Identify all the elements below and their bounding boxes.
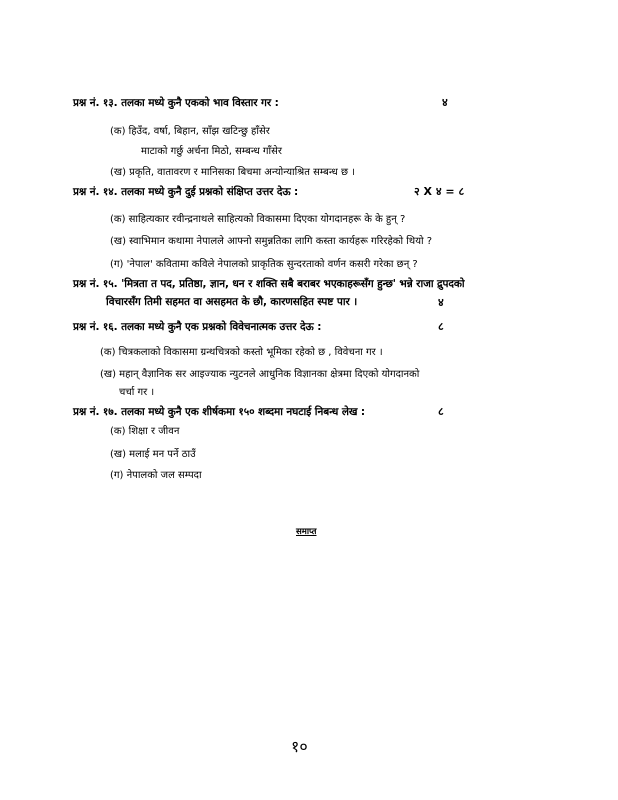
question-13-option-b: (ख) प्रकृति, वातावरण र मानिसका बिचमा अन्योन्याश्रित सम्बन्ध छ । [110,167,355,178]
question-16-marks: ८ [438,320,444,333]
question-14-marks: २ X ४ = ८ [414,185,465,198]
question-17-option-b: (ख) मलाई मन पर्ने ठाउँ [110,449,196,460]
question-14-option-c: (ग) 'नेपाल' कवितामा कविले नेपालको प्राकृतिक सुन्दरताको वर्णन कसरी गरेका छन् ? [110,259,418,270]
question-13-option-a-line2: माटाको गर्छु अर्चना मिठो, सम्बन्ध गाँसेर [141,146,282,157]
question-14-option-b: (ख) स्वाभिमान कथामा नेपालले आफ्नो समुन्नतिका लागि कस्ता कार्यहरू गरिरहेको थियो ? [110,236,433,247]
question-16-option-a: (क) चित्रकलाको विकासमा ग्रन्थचित्रको कस्तो भूमिका रहेको छ , विवेचना गर । [100,347,383,358]
page-number: १० [291,737,308,756]
question-15-title-line2: विचारसँग तिमी सहमत वा असहमत के छौ, कारणसहित स्पष्ट पार । [106,296,358,308]
question-17-title: प्रश्न नं. १७. तलका मध्ये कुनै एक शीर्षकमा १५० शब्दमा नघटाई निबन्ध लेख : [73,406,366,418]
question-17-option-c: (ग) नेपालको जल सम्पदा [110,470,202,481]
question-14-title: प्रश्न नं. १४. तलका मध्ये कुनै दुई प्रश्नको संक्षिप्त उत्तर देऊ : [73,186,299,198]
question-13-option-a-line1: (क) हिउँद, वर्षा, बिहान, साँझ खटिन्छु हाँसेर [110,126,270,137]
question-16-option-b-line2: चर्चा गर । [119,387,155,398]
question-17-option-a: (क) शिक्षा र जीवन [110,426,180,437]
question-15-marks: ४ [438,296,444,309]
question-15-title-line1: प्रश्न नं. १५. 'मित्रता त पद, प्रतिष्ठा, ज्ञान, धन र शक्ति सबै बराबर भएकाहरूसँग हुन्छ' भन्ने राजा द्रुपदको [73,278,465,290]
question-14-option-a: (क) साहित्यकार रवीन्द्रनाथले साहित्यको विकासमा दिएका योगदानहरू के के हुन् ? [110,214,406,225]
question-16-title: प्रश्न नं. १६. तलका मध्ये कुनै एक प्रश्नको विवेचनात्मक उत्तर देऊ : [73,321,322,333]
question-13-title: प्रश्न नं. १३. तलका मध्ये कुनै एकको भाव विस्तार गर : [73,97,279,109]
question-17-marks: ८ [438,405,444,418]
question-13-marks: ४ [442,96,448,109]
question-16-option-b-line1: (ख) महान् वैज्ञानिक सर आइज्याक न्युटनले आधुनिक विज्ञानका क्षेत्रमा दिएको योगदानको [100,369,420,380]
end-marker: समाप्त [296,527,317,537]
